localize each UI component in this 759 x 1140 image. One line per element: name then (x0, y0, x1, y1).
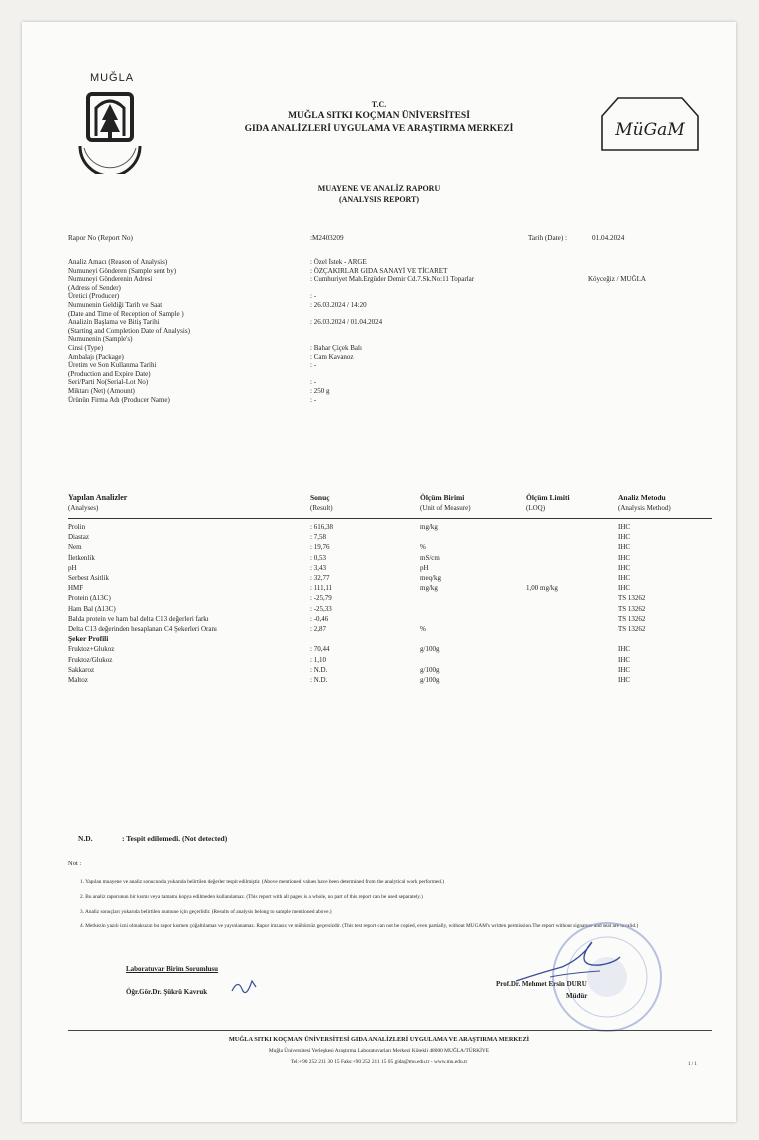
result-value: : N.D. (310, 676, 328, 684)
mugam-logo (598, 96, 702, 158)
info-label: Cinsi (Type) (68, 344, 104, 352)
info-label: Numuneyi Gönderenin Adresi (68, 275, 153, 284)
info-extra: Köyceğiz / MUĞLA (588, 275, 646, 284)
info-label: Üretim ve Son Kullanma Tarihi (68, 361, 157, 370)
table-row (68, 563, 708, 573)
footer-line-3: Tel:+90 252 211 30 15 Faks:+90 252 211 15 05 gida@mu.edu.tr - www.mu.edu.tr (290, 1059, 468, 1065)
table-row (68, 522, 708, 532)
table-row (68, 655, 708, 665)
page-number: 1 / 1 (688, 1062, 697, 1067)
info-label: (Production and Expire Date) (68, 369, 151, 378)
note-3: 3. Analiz sonuçları yukarıda belirtilen numune için geçerlidir. (Results of analysis belong to sample mentioned above.) (80, 909, 332, 915)
table-row (68, 583, 708, 593)
unit-value: pH (420, 563, 429, 572)
nd-label: N.D. (78, 834, 93, 843)
method-value: IHC (618, 563, 631, 572)
method-value: IHC (618, 584, 631, 593)
analysis-name: HMF (68, 584, 84, 593)
logo-text: MUĞLA (89, 72, 135, 84)
method-value: IHC (618, 574, 631, 582)
report-no-value: :M2403209 (310, 234, 344, 242)
result-value: : 0,53 (310, 553, 326, 562)
method-value: IHC (618, 655, 631, 664)
method-value: TS 13262 (618, 625, 646, 633)
col-analyses-header: Yapılan Analizler (68, 493, 128, 502)
report-title-en: (ANALYSIS REPORT) (338, 195, 420, 204)
result-value: : N.D. (310, 665, 328, 674)
info-label: Analiz Amacı (Reason of Analysis) (68, 258, 168, 266)
report-title: MUAYENE VE ANALİZ RAPORU (317, 184, 441, 193)
analysis-name: Diastaz (68, 533, 89, 542)
footer-rule (68, 1030, 712, 1031)
info-value: : Özel İstek - ARGE (310, 258, 367, 266)
table-row (68, 542, 708, 552)
analysis-name: pH (68, 563, 77, 572)
result-value: : 111,11 (310, 584, 333, 593)
unit-value: mg/kg (420, 523, 438, 531)
analysis-name: Fruktoz+Glukoz (68, 645, 115, 654)
result-value: : 2,87 (310, 625, 326, 633)
method-value: TS 13262 (618, 594, 646, 603)
result-value: : 1,10 (310, 655, 326, 664)
info-label: Seri/Parti No(Serial-Lot No) (68, 378, 149, 387)
col-loq-header: Ölçüm Limiti (526, 493, 570, 502)
unit-value: g/100g (420, 645, 440, 654)
mugam-logo-text: MüGaM (615, 120, 685, 140)
info-value: : Cam Kavanoz (310, 352, 354, 361)
result-value: : 19,76 (310, 543, 330, 552)
result-value: : -0,46 (310, 614, 329, 623)
header-university: MUĞLA SITKI KOÇMAN ÜNİVERSİTESİ (288, 111, 470, 121)
report-page (22, 22, 736, 1122)
method-value: TS 13262 (618, 604, 646, 613)
table-row (68, 593, 708, 603)
info-value: : - (310, 395, 317, 404)
table-row (68, 614, 708, 624)
footer-line-1: MUĞLA SITKI KOÇMAN ÜNİVERSİTESİ GIDA ANALİZLERİ UYGULAMA VE ARAŞTIRMA MERKEZİ (228, 1036, 530, 1043)
info-value: : 26.03.2024 / 01.04.2024 (310, 318, 383, 327)
info-label: Numunenin (Sample's) (68, 335, 133, 344)
analysis-name: Maltoz (68, 676, 88, 684)
col-method-header-en: (Analysis Method) (618, 504, 671, 512)
info-label: Numuneyi Gönderen (Sample sent by) (68, 266, 177, 275)
result-value: : 70,44 (310, 645, 330, 654)
info-value: : - (310, 378, 317, 387)
notes-title: Not : (68, 860, 82, 867)
analysis-name: İletkenlik (68, 553, 95, 562)
analysis-name: Sakkaroz (68, 665, 95, 674)
result-value: : -25,33 (310, 604, 332, 613)
table-row (68, 665, 708, 675)
table-row (68, 532, 708, 542)
unit-value: g/100g (420, 676, 440, 684)
table-row (68, 553, 708, 563)
info-label: (Adress of Sender) (68, 283, 121, 292)
info-label: Ürünün Firma Adı (Producer Name) (68, 395, 170, 404)
note-1: 1. Yapılan muayene ve analiz sonucunda yukarıda belirtilen değerler tespit edilmiştir. (Above mentioned values have been determined from the analytical work performed.) (80, 879, 445, 885)
results-table-header (68, 493, 708, 519)
unit-value: % (420, 543, 426, 552)
table-row (68, 604, 708, 614)
date-label: Tarih (Date) : (528, 234, 568, 242)
analysis-name: Balda protein ve ham bal delta C13 değerleri farkı (68, 614, 209, 623)
nd-text: : Tespit edilemedi. (Not detected) (122, 834, 228, 843)
table-row (68, 624, 708, 634)
method-value: IHC (618, 523, 631, 531)
lab-responsible-name: Öğr.Gör.Dr. Şükrü Kavruk (126, 988, 208, 996)
col-unit-header-en: (Unit of Measure) (420, 504, 471, 512)
unit-value: % (420, 625, 426, 633)
info-label: Numunenin Geldiği Tarih ve Saat (68, 301, 163, 309)
info-label: Ambalajı (Package) (68, 352, 124, 361)
loq-value: 1,00 mg/kg (526, 584, 558, 593)
table-header-rule (68, 518, 712, 519)
director-name: Prof.Dr. Mehmet Ersin DURU (496, 980, 587, 988)
header-center: GIDA ANALİZLERİ UYGULAMA VE ARAŞTIRMA MERKEZİ (244, 124, 514, 134)
info-label: (Date and Time of Reception of Sample ) (68, 309, 184, 318)
result-value: : 616,38 (310, 523, 333, 531)
info-label: Analizin Başlama ve Bitiş Tarihi (68, 318, 160, 327)
date-value: 01.04.2024 (592, 234, 625, 242)
table-row (68, 675, 708, 685)
analysis-name: Serbest Asitlik (68, 574, 110, 582)
method-value: IHC (618, 665, 631, 674)
info-value: : 26.03.2024 / 14:20 (310, 301, 367, 309)
method-value: IHC (618, 645, 631, 654)
sugar-profile-title: Şeker Profili (68, 634, 109, 644)
info-label: Miktarı (Net) (Amount) (68, 387, 135, 395)
analysis-name: Prolin (68, 523, 86, 531)
report-no-label: Rapor No (Report No) (68, 234, 133, 242)
table-row (68, 573, 708, 583)
header-tc: T.C. (371, 100, 387, 109)
unit-value: meq/kg (420, 574, 441, 582)
col-result-header-en: (Result) (310, 504, 333, 512)
col-unit-header: Ölçüm Birimi (420, 493, 465, 502)
note-4: 4. Merkezin yazılı izni olmaksızın bu rapor kısmen çoğaltılamaz ve yayınlanamaz. Rapor imzasız ve mühürsüz geçersizdir. (This test report can not be copied, even partially, without MUGAM's written permission.The report without signature and seal are invalid.) (80, 923, 639, 929)
unit-value: g/100g (420, 665, 440, 674)
col-result-header: Sonuç (310, 493, 330, 502)
info-label: (Starting and Completion Date of Analysis) (68, 326, 190, 335)
col-analyses-header-en: (Analyses) (68, 504, 99, 512)
method-value: IHC (618, 553, 631, 562)
analysis-name: Fruktoz/Glukoz (68, 655, 113, 664)
info-value: : Bahar Çiçek Balı (310, 344, 362, 352)
info-value: : 250 g (310, 387, 330, 395)
left-signature-icon (230, 977, 260, 995)
method-value: IHC (618, 676, 631, 684)
analysis-name: Nem (68, 543, 82, 552)
info-value: : Cumhuriyet Mah.Ergüder Demir Cd.7.Sk.No:11 Toparlar (310, 275, 475, 284)
table-row (68, 644, 708, 654)
result-value: : 32,77 (310, 574, 330, 582)
director-title: Müdür (566, 992, 588, 1000)
method-value: IHC (618, 533, 631, 542)
result-value: : 7,58 (310, 533, 326, 542)
note-2: 2. Bu analiz raporunun bir kısmı veya tamamı kopya edilmeden kullanılamaz. (This report with all pages is a whole, no part of this report can be used separately.) (80, 894, 423, 900)
method-value: TS 13262 (618, 614, 646, 623)
method-value: IHC (618, 543, 631, 552)
col-loq-header-en: (LOQ) (526, 504, 546, 512)
lab-responsible-title: Laboratuvar Birim Sorumlusu (126, 965, 219, 973)
col-method-header: Analiz Metodu (618, 493, 666, 502)
info-value: : - (310, 361, 317, 370)
footer-line-2: Muğla Üniversitesi Yerleşkesi Araştırma Laboratuvarları Merkezi Kötekli 48000 MUĞLA/TÜRKİYE (268, 1048, 490, 1054)
result-value: : 3,43 (310, 563, 326, 572)
unit-value: mg/kg (420, 584, 438, 593)
info-label: Üretici (Producer) (68, 292, 120, 301)
analysis-name: Protein (Δ13C) (68, 594, 111, 603)
info-value: : - (310, 292, 317, 301)
analysis-name: Delta C13 değerinden hesaplanan C4 Şekerleri Oranı (68, 625, 217, 633)
analysis-name: Ham Bal (Δ13C) (68, 604, 116, 613)
result-value: : -25,79 (310, 594, 332, 603)
unit-value: mS/cm (420, 553, 440, 562)
info-value: : ÖZÇAKIRLAR GIDA SANAYİ VE TİCARET (310, 266, 448, 275)
